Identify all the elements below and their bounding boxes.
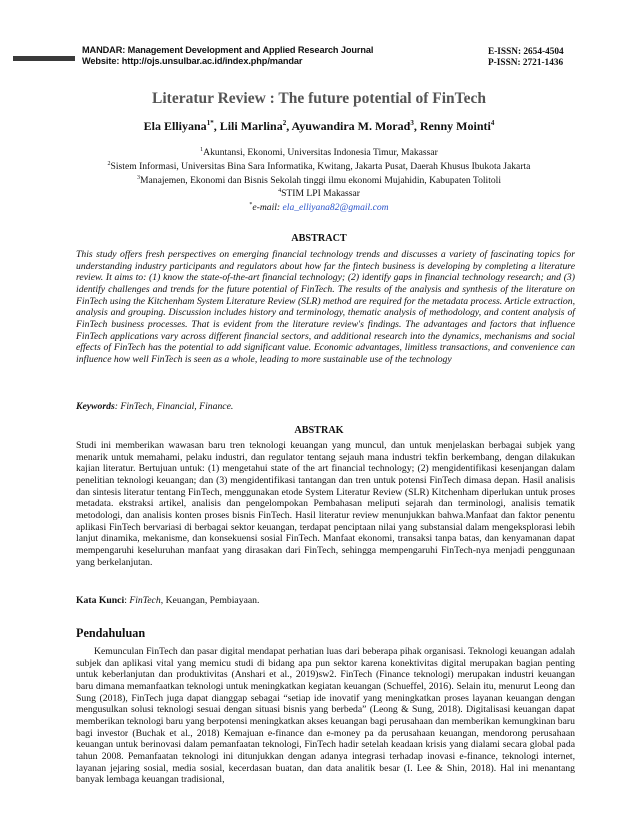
author-affiliation-marker: 1* [206, 119, 214, 127]
affiliation-line [0, 145, 638, 159]
affiliation-line [0, 159, 638, 173]
affiliation-line [0, 173, 638, 187]
section-heading-pendahuluan: Pendahuluan [76, 626, 146, 640]
affiliation-line [0, 186, 638, 200]
author-separator: , [213, 119, 220, 133]
keywords: Keywords: FinTech, Financial, Finance. [76, 401, 234, 412]
paper-title: Literatur Review : The future potential of FinTech [152, 90, 486, 107]
author-affiliation-marker: 2 [282, 119, 287, 127]
eissn: E-ISSN: 2654-4504 [488, 47, 564, 57]
journal-title-line: MANDAR: Management Development and Applied Research Journal [82, 45, 374, 55]
kata-kunci: Kata Kunci: FinTech, Keuangan, Pembiayaan. [76, 595, 260, 606]
header-rule-bar [13, 56, 75, 61]
abstract-text: This study offers fresh perspectives on emerging financial technology trends and discusses a variety of fascinating topics for understanding industry participants and regulators about how far the fintech business is developing by completing a literature review. It aims to: (1) know the state-of-the-art financial technology; (2) identify gaps in financial technology research; and (3) identify challenges and trends for the future potential of FinTech. The results of the analysis and synthesis of the literature on FinTech using the Kitchenham System Literature Review (SLR) method are required for the metadata process. Article extraction, analysis and grouping. Discussion includes history and terminology, thematic analysis of methodology, and content analysis of FinTech business processes. That is evident from the literature review's findings. The advantages and factors that influence FinTech applications vary across different financial sectors, and additional research into the dynamics, mechanisms and social effects of FinTech has the potential to add significant value. Economic advantages, limitless transactions, and convenience can influence how well FinTech is seen as a whole, leading to more sustainable use of the technology [76, 249, 575, 365]
journal-website[interactable]: Website: http://ojs.unsulbar.ac.id/index.php/mandar [82, 56, 303, 66]
issn-block [488, 47, 564, 69]
pissn: P-ISSN: 2721-1436 [488, 58, 564, 68]
abstrak-text: Studi ini memberikan wawasan baru tren teknologi keuangan yang muncul, dan untuk menjelaskan berbagai subjek yang menarik untuk memahami, pelaku industri, dan regulator tentang sejauh mana industri tekfin berkembang, dengan dilakukan kajian literatur. Bertujuan untuk: (1) mengetahui state of the art financial technology; (2) mengidentifikasi kesenjangan dalam penelitian teknologi keuangan; dan (3) mengidentifikasi tantangan dan tren untuk potensi FinTech dimasa depan. Hasil analisis dan sintesis literatur tentang FinTech, menggunakan etode System Literatur Review (SLR) Kitchenham diperlukan untuk proses metadata. ekstraksi artikel, analisis dan pengelompokan Pembahasan meliputi sejarah dan terminologi, analisis tematik metodologi, dan analisis konten proses bisnis FinTech. Hasil literatur review menunjukkan bahwa.Manfaat dan faktor penentu aplikasi FinTech bervariasi di berbagai sektor keuangan, terdapat penciptaan nilai yang substansial dalam mengeksplorasi lebih lanjut dinamika, mekanisme, dan konsekuensi sosial FinTech. Manfaat ekonomi, transaksi tanpa batas, dan kenyamanan dapat mempengaruhi keseluruhan manfaat yang dirasakan dari FinTech, sehingga mempengaruhi FinTech-nya menjadi penggunaan yang berkelanjutan. [76, 440, 575, 568]
email-link[interactable]: ela_elliyana82@gmail.com [282, 202, 389, 214]
author-list [0, 119, 638, 134]
affiliation-marker: 4 [278, 188, 282, 195]
affiliation-text: Sistem Informasi, Universitas Bina Sara Informatika, Kwitang, Jakarta Pusat, Daerah Khusus Ibukota Jakarta [110, 160, 531, 172]
affiliation-text: STIM LPI Makassar [281, 188, 360, 200]
author-separator: , [413, 119, 420, 133]
author-separator: , [286, 119, 292, 133]
author-affiliation-marker: 3 [410, 119, 414, 127]
author-name: Ela Elliyana [143, 119, 207, 133]
affiliation-marker: 2 [107, 160, 111, 167]
abstract-heading: ABSTRACT [291, 233, 347, 244]
affiliation-marker: 3 [136, 174, 140, 181]
author-affiliation-marker: 4 [490, 119, 495, 127]
author-name: Ayuwandira M. Morad [291, 119, 411, 133]
author-name: Renny Mointi [419, 119, 491, 133]
abstrak-heading: ABSTRAK [294, 425, 344, 436]
affiliation-marker: 1 [200, 147, 204, 153]
affiliations [0, 145, 638, 214]
intro-paragraph: Kemunculan FinTech dan pasar digital mendapat perhatian luas dari beberapa pihak organisasi. Teknologi keuangan adalah subjek dan aplikasi vital yang memicu studi di bidang apa pun sektor karena konektivitas digital merupakan bagian penting untuk keberlanjutan dan produktivitas (Anshari et al., 2019)sw2. FinTech (Finance teknologi) merupakan industri keuangan baru dimana memanfaatkan teknologi untuk meningkatkan kegiatan keuangan (Schueffel, 2016). Selain itu, menurut Leong dan Sung (2018), FinTech juga dapat dianggap sebagai “setiap ide inovatif yang meningkatkan proses layanan keuangan dengan mengusulkan solusi teknologi sesuai dengan situasi bisnis yang berbeda” (Leong & Sung, 2018). Digitalisasi keuangan dapat memberikan teknologi baru yang berpotensi meningkatkan akses keuangan bagi perusahaan dan memberikan kemungkinan baru bagi investor (Buchak et al., 2018) Kemajuan e-finance dan e-money pa da perusahaan keuangan, mendorong perusahaan keuangan untuk berinovasi dalam pemanfaatan teknologi, FinTech hadir setelah keadaan krisis yang dialami secara global pada tahun 2008. Pemanfaatan teknologi ini ditunjukkan dengan adanya integrasi terhadap inovasi e-finance, teknologi internet, layanan jejaring sosial, media sosial, kecerdasan buatan, dan data analitik besar (I. Lee & Shin, 2018). Hal ini menantang banyak lembaga keuangan tradisional, [76, 646, 575, 786]
affiliation-text: Akuntansi, Ekonomi, Universitas Indonesia Timur, Makassar [203, 147, 438, 159]
journal-header [82, 45, 373, 67]
author-name: Lili Marlina [219, 119, 283, 133]
affiliation-text: Manajemen, Ekonomi dan Bisnis Sekolah tinggi ilmu ekonomi Mujahidin, Kabupaten Tolitoli [139, 174, 501, 186]
contact-email: *e-mail: ela_elliyana82@gmail.com [249, 202, 389, 214]
